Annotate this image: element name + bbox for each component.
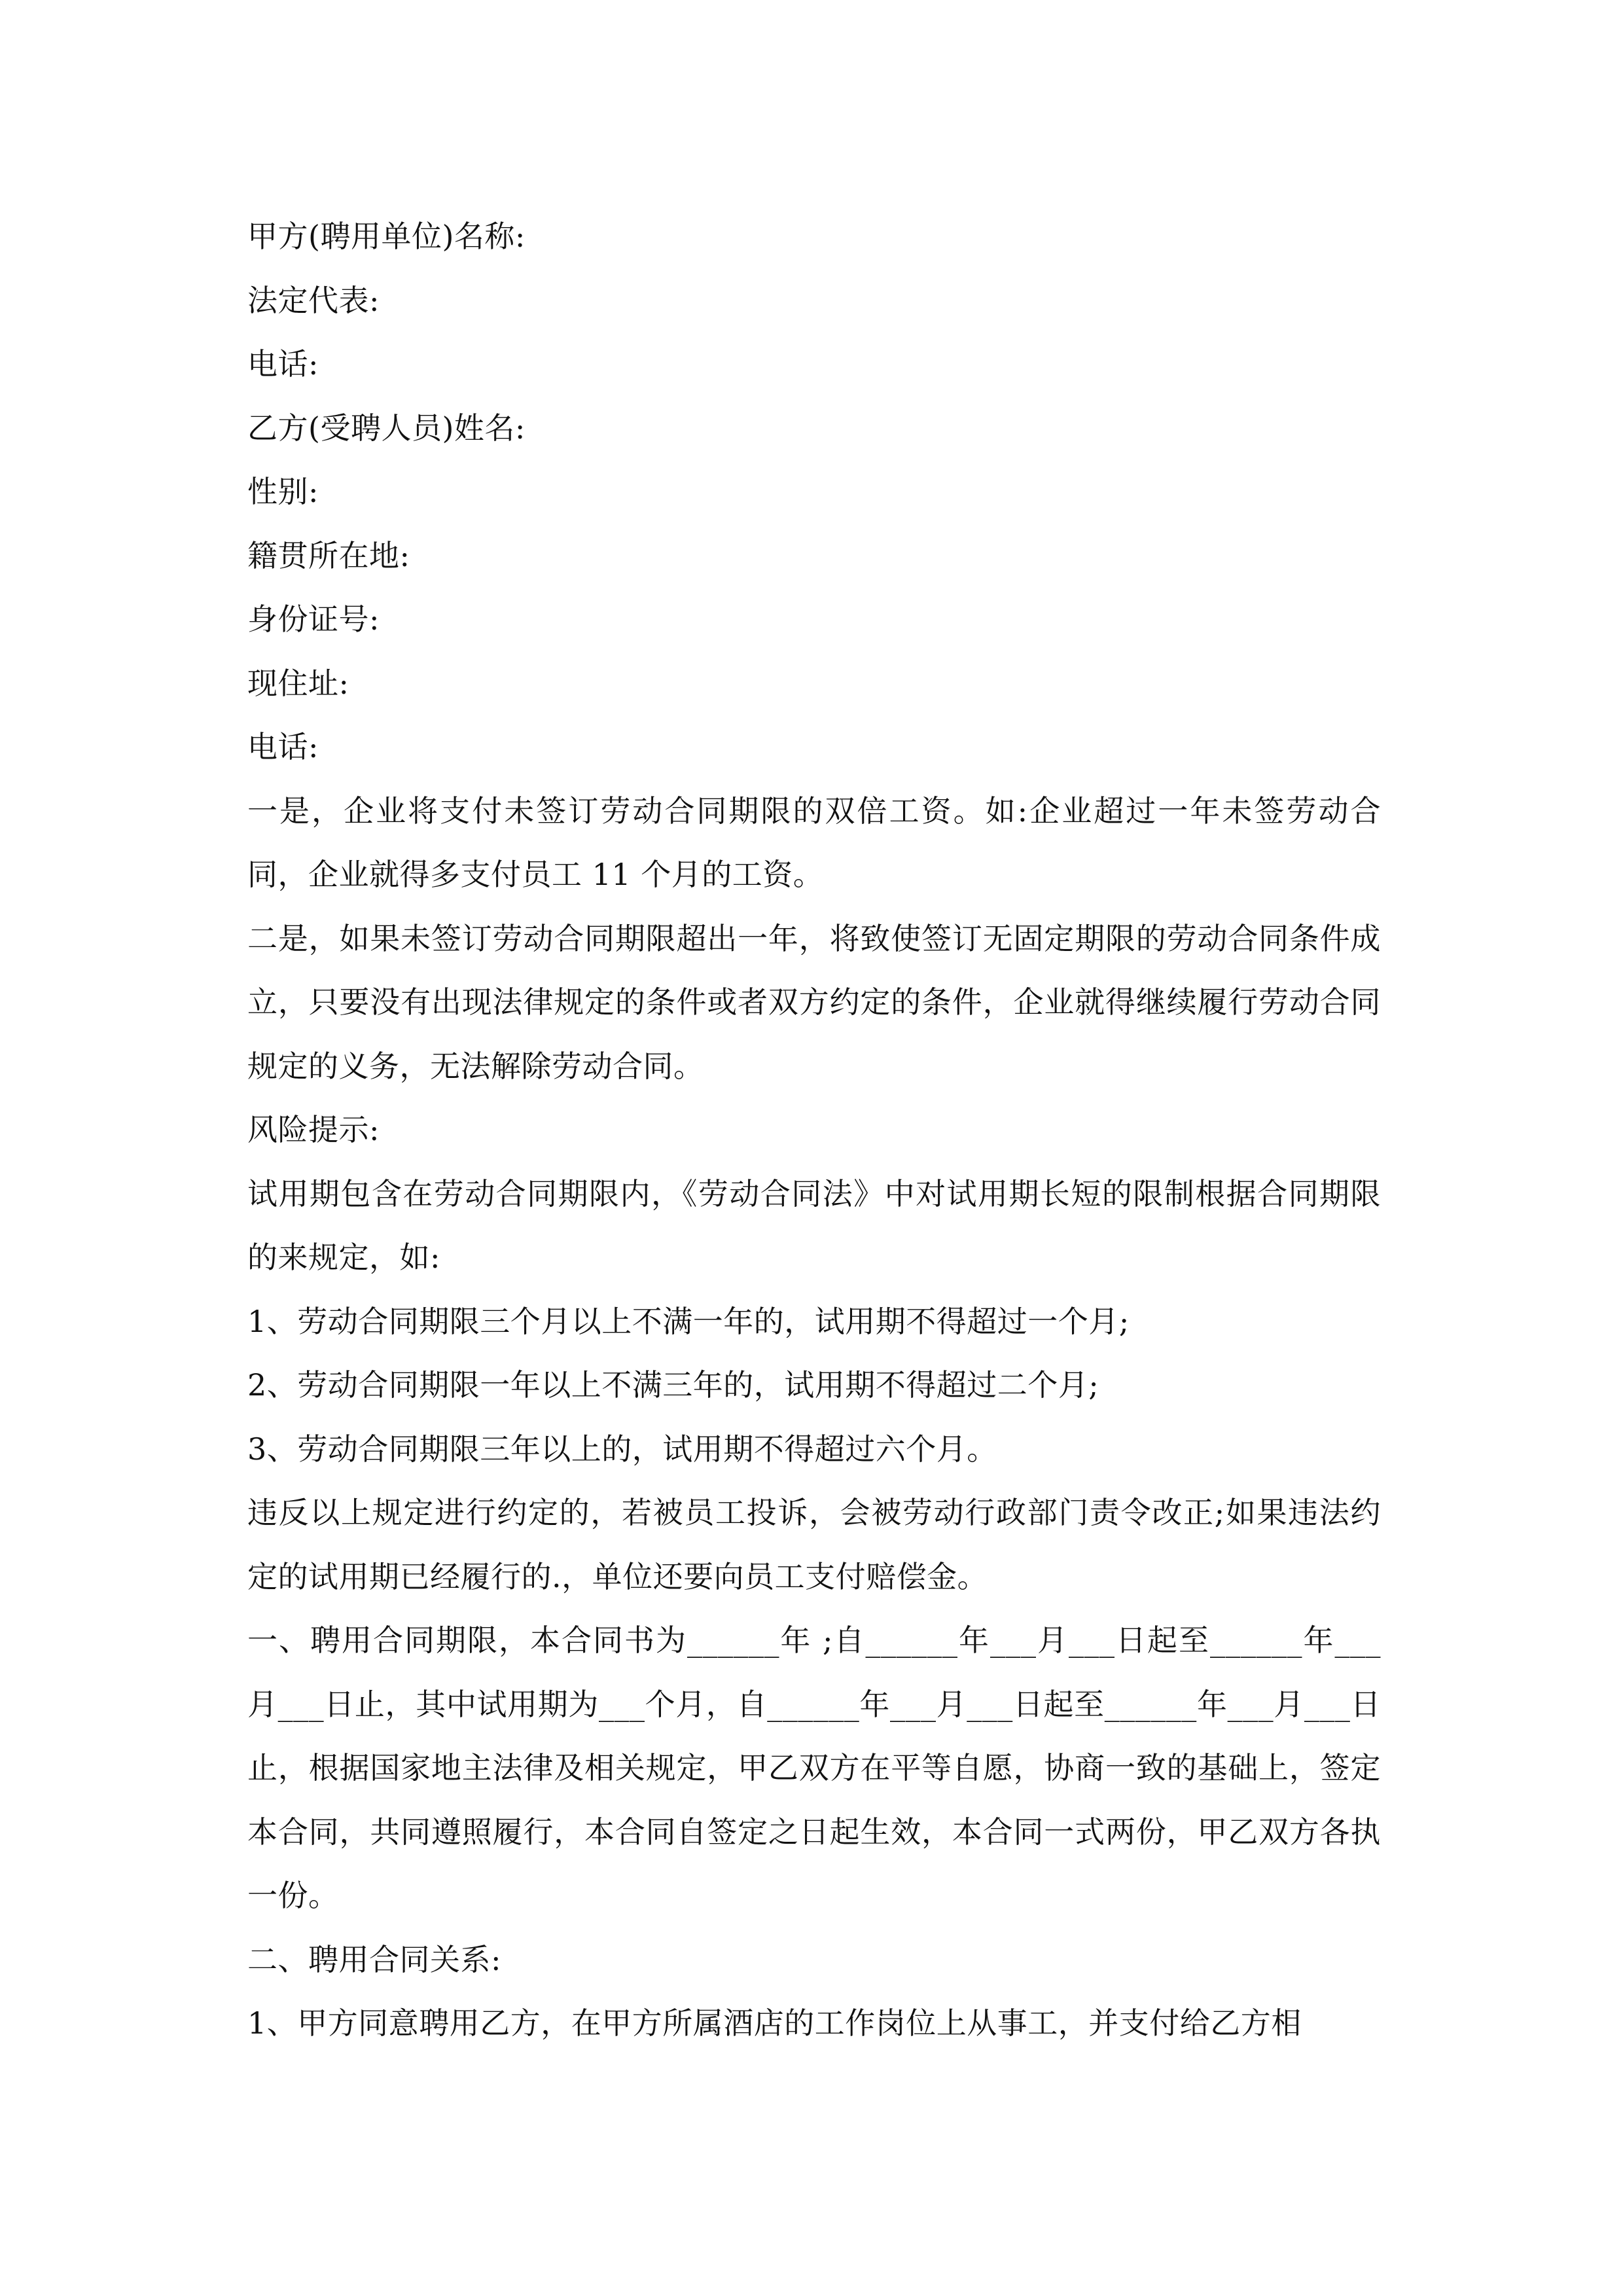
- field-current-address: 现住址:: [247, 665, 349, 701]
- paragraph-probation-intro: 试用期包含在劳动合同期限内，《劳动合同法》中对试用期长短的限制根据合同期限的来规定，如:: [247, 1175, 1381, 1275]
- heading-risk-notice: 风险提示:: [247, 1112, 380, 1147]
- clause-relationship-1: 1、甲方同意聘用乙方，在甲方所属酒店的工作岗位上从事工，并支付给乙方相: [247, 2005, 1302, 2041]
- field-employer-phone: 电话:: [247, 346, 319, 382]
- document-body: [247, 205, 1381, 2056]
- paragraph-open-ended-contract: 二是，如果未签订劳动合同期限超出一年，将致使签订无固定期限的劳动合同条件成立，只要没有出现法律规定的条件或者双方约定的条件，企业就得继续履行劳动合同规定的义务，无法解除劳动合同。: [247, 920, 1381, 1084]
- clause-contract-term: 一、聘用合同期限，本合同书为______年 ;自______年___月___日起至______年___月___日止，其中试用期为___个月，自______年___月___日起至______年___月___日止，根据国家地主法律及相关规定，甲乙双方在平等自愿，协商一致的基础上，签定本合同，共同遵照履行，本合同自签定之日起生效，本合同一式两份，甲乙双方各执一份。: [247, 1623, 1382, 1913]
- field-id-number: 身份证号:: [247, 601, 380, 637]
- field-employer-name: 甲方(聘用单位)名称:: [247, 219, 526, 254]
- field-legal-representative: 法定代表:: [247, 282, 380, 318]
- field-gender: 性别:: [247, 474, 319, 509]
- list-item-probation-3: 3、劳动合同期限三年以上的，试用期不得超过六个月。: [247, 1431, 997, 1467]
- paragraph-double-wage: 一是，企业将支付未签订劳动合同期限的双倍工资。如:企业超过一年未签劳动合同，企业就得多支付员工 11 个月的工资。: [247, 793, 1381, 892]
- list-item-probation-2: 2、劳动合同期限一年以上不满三年的，试用期不得超过二个月;: [247, 1367, 1099, 1403]
- paragraph-violation: 违反以上规定进行约定的，若被员工投诉，会被劳动行政部门责令改正;如果违法约定的试用期已经履行的.，单位还要向员工支付赔偿金。: [247, 1495, 1381, 1594]
- field-employee-phone: 电话:: [247, 729, 319, 764]
- field-native-place: 籍贯所在地:: [247, 537, 410, 573]
- list-item-probation-1: 1、劳动合同期限三个月以上不满一年的，试用期不得超过一个月;: [247, 1303, 1130, 1339]
- field-employee-name: 乙方(受聘人员)姓名:: [247, 410, 526, 446]
- heading-contract-relationship: 二、聘用合同关系:: [247, 1941, 501, 1977]
